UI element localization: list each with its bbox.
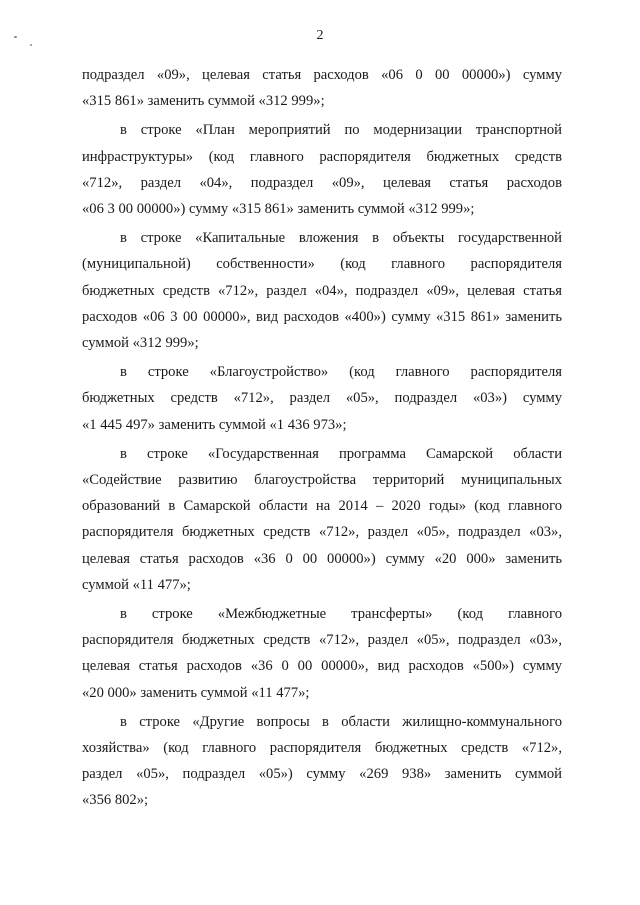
text-line: бюджетных средств «712», раздел «04», подраздел «09», целевая статья xyxy=(82,282,562,299)
text-line: хозяйства» (код главного распорядителя бюджетных средств «712», xyxy=(82,740,562,757)
text-line: (муниципальной) собственности» (код главного распорядителя xyxy=(82,256,562,273)
text-line: в строке «План мероприятий по модернизации транспортной xyxy=(120,122,562,139)
text-line: в строке «Благоустройство» (код главного распорядителя xyxy=(120,364,562,381)
text-line: суммой «312 999»; xyxy=(82,335,199,352)
text-line: в строке «Другие вопросы в области жилищно-коммунального xyxy=(120,713,562,730)
text-line: «Содействие развитию благоустройства территорий муниципальных xyxy=(82,472,562,489)
page-number: 2 xyxy=(316,28,324,43)
text-line: расходов «06 3 00 00000», вид расходов «400») сумму «315 861» заменить xyxy=(82,308,562,325)
text-line: распорядителя бюджетных средств «712», раздел «05», подраздел «03», xyxy=(82,632,562,649)
text-line: инфраструктуры» (код главного распорядителя бюджетных средств xyxy=(82,148,562,165)
text-line: в строке «Межбюджетные трансферты» (код главного xyxy=(120,606,562,623)
text-line: в строке «Государственная программа Самарской области xyxy=(120,445,562,462)
text-line: «712», раздел «04», подраздел «09», целевая статья расходов xyxy=(82,174,562,191)
scan-speck xyxy=(30,44,32,46)
text-line: подраздел «09», целевая статья расходов «06 0 00 00000») сумму xyxy=(82,67,562,83)
text-line: «1 445 497» заменить суммой «1 436 973»; xyxy=(82,416,347,433)
text-line: в строке «Капитальные вложения в объекты государственной xyxy=(120,230,562,247)
text-line: образований в Самарской области на 2014 – 2020 годы» (код главного xyxy=(82,498,562,515)
text-line: бюджетных средств «712», раздел «05», подраздел «03») сумму xyxy=(82,390,562,407)
text-line: «315 861» заменить суммой «312 999»; xyxy=(82,93,325,110)
document-body xyxy=(82,62,562,814)
text-line: раздел «05», подраздел «05») сумму «269 938» заменить суммой xyxy=(82,766,562,783)
text-line: «06 3 00 00000») сумму «315 861» заменить суммой «312 999»; xyxy=(82,201,475,218)
text-line: суммой «11 477»; xyxy=(82,576,191,593)
text-line: целевая статья расходов «36 0 00 00000») сумму «20 000» заменить xyxy=(82,550,562,567)
text-line: распорядителя бюджетных средств «712», раздел «05», подраздел «03», xyxy=(82,524,562,541)
text-line: целевая статья расходов «36 0 00 00000», вид расходов «500») сумму xyxy=(82,658,562,675)
text-line: «20 000» заменить суммой «11 477»; xyxy=(82,684,310,701)
text-line: «356 802»; xyxy=(82,792,149,809)
